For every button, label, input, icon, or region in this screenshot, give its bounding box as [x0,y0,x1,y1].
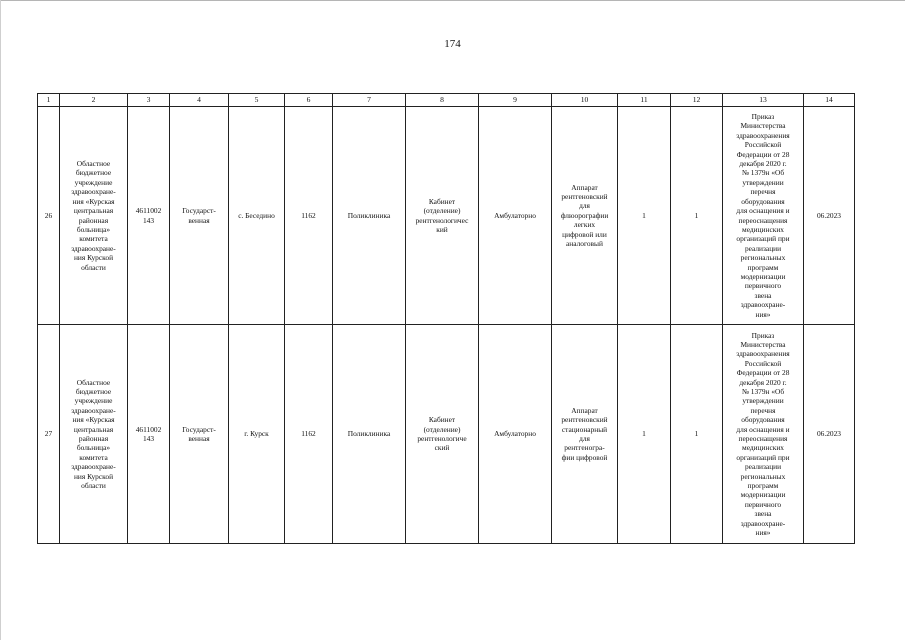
column-number: 7 [333,94,406,107]
organization-name: Областное бюджетное учреждение здравоохране- ния «Курская центральная районная больница» комитета здравоохране- ния Курской области [60,325,128,544]
column-6-value: 1162 [285,107,333,325]
ownership-form: Государст- венная [170,107,229,325]
column-11-value: 1 [618,107,671,325]
column-number: 12 [671,94,723,107]
page-edge-left [0,0,1,640]
due-date: 06.2023 [804,325,855,544]
column-number: 9 [479,94,552,107]
column-number: 3 [128,94,170,107]
column-number: 2 [60,94,128,107]
column-11-value: 1 [618,325,671,544]
subdivision: Поликлиника [333,107,406,325]
column-12-value: 1 [671,325,723,544]
table-row [38,107,855,325]
care-mode: Амбулаторно [479,325,552,544]
column-6-value: 1162 [285,325,333,544]
room-type: Кабинет (отделение) рентгенологичес кий [406,107,479,325]
page-number: 174 [444,38,461,50]
regulatory-order: Приказ Министерства здравоохранения Российской Федерации от 28 декабря 2020 г. № 1379н «Об утверждении перечня оборудования для оснащения и переоснащения медицинских организаций при реализации региональных программ модернизации первичного звена здравоохране- ния» [723,107,804,325]
column-number: 5 [229,94,285,107]
due-date: 06.2023 [804,107,855,325]
subdivision: Поликлиника [333,325,406,544]
equipment-name: Аппарат рентгеновский для флюорографии легких цифровой или аналоговый [552,107,618,325]
column-number: 6 [285,94,333,107]
table-row [38,325,855,544]
column-number: 1 [38,94,60,107]
equipment-name: Аппарат рентгеновский стационарный для рентгеногра- фии цифровой [552,325,618,544]
ownership-form: Государст- венная [170,325,229,544]
column-number: 4 [170,94,229,107]
row-number: 27 [38,325,60,544]
settlement: г. Курск [229,325,285,544]
regulatory-order: Приказ Министерства здравоохранения Российской Федерации от 28 декабря 2020 г. № 1379н «Об утверждении перечня оборудования для оснащения и переоснащения медицинских организаций при реализации региональных программ модернизации первичного звена здравоохране- ния» [723,325,804,544]
organization-name: Областное бюджетное учреждение здравоохране- ния «Курская центральная районная больница» комитета здравоохране- ния Курской области [60,107,128,325]
organization-code: 4611002 143 [128,325,170,544]
column-number: 13 [723,94,804,107]
room-type: Кабинет (отделение) рентгенологиче ский [406,325,479,544]
equipment-table [37,93,855,544]
column-number: 14 [804,94,855,107]
care-mode: Амбулаторно [479,107,552,325]
column-number: 10 [552,94,618,107]
settlement: с. Беседино [229,107,285,325]
column-12-value: 1 [671,107,723,325]
column-number: 11 [618,94,671,107]
column-number: 8 [406,94,479,107]
page-edge-top [0,0,905,1]
organization-code: 4611002 143 [128,107,170,325]
column-number-row [38,94,855,107]
row-number: 26 [38,107,60,325]
